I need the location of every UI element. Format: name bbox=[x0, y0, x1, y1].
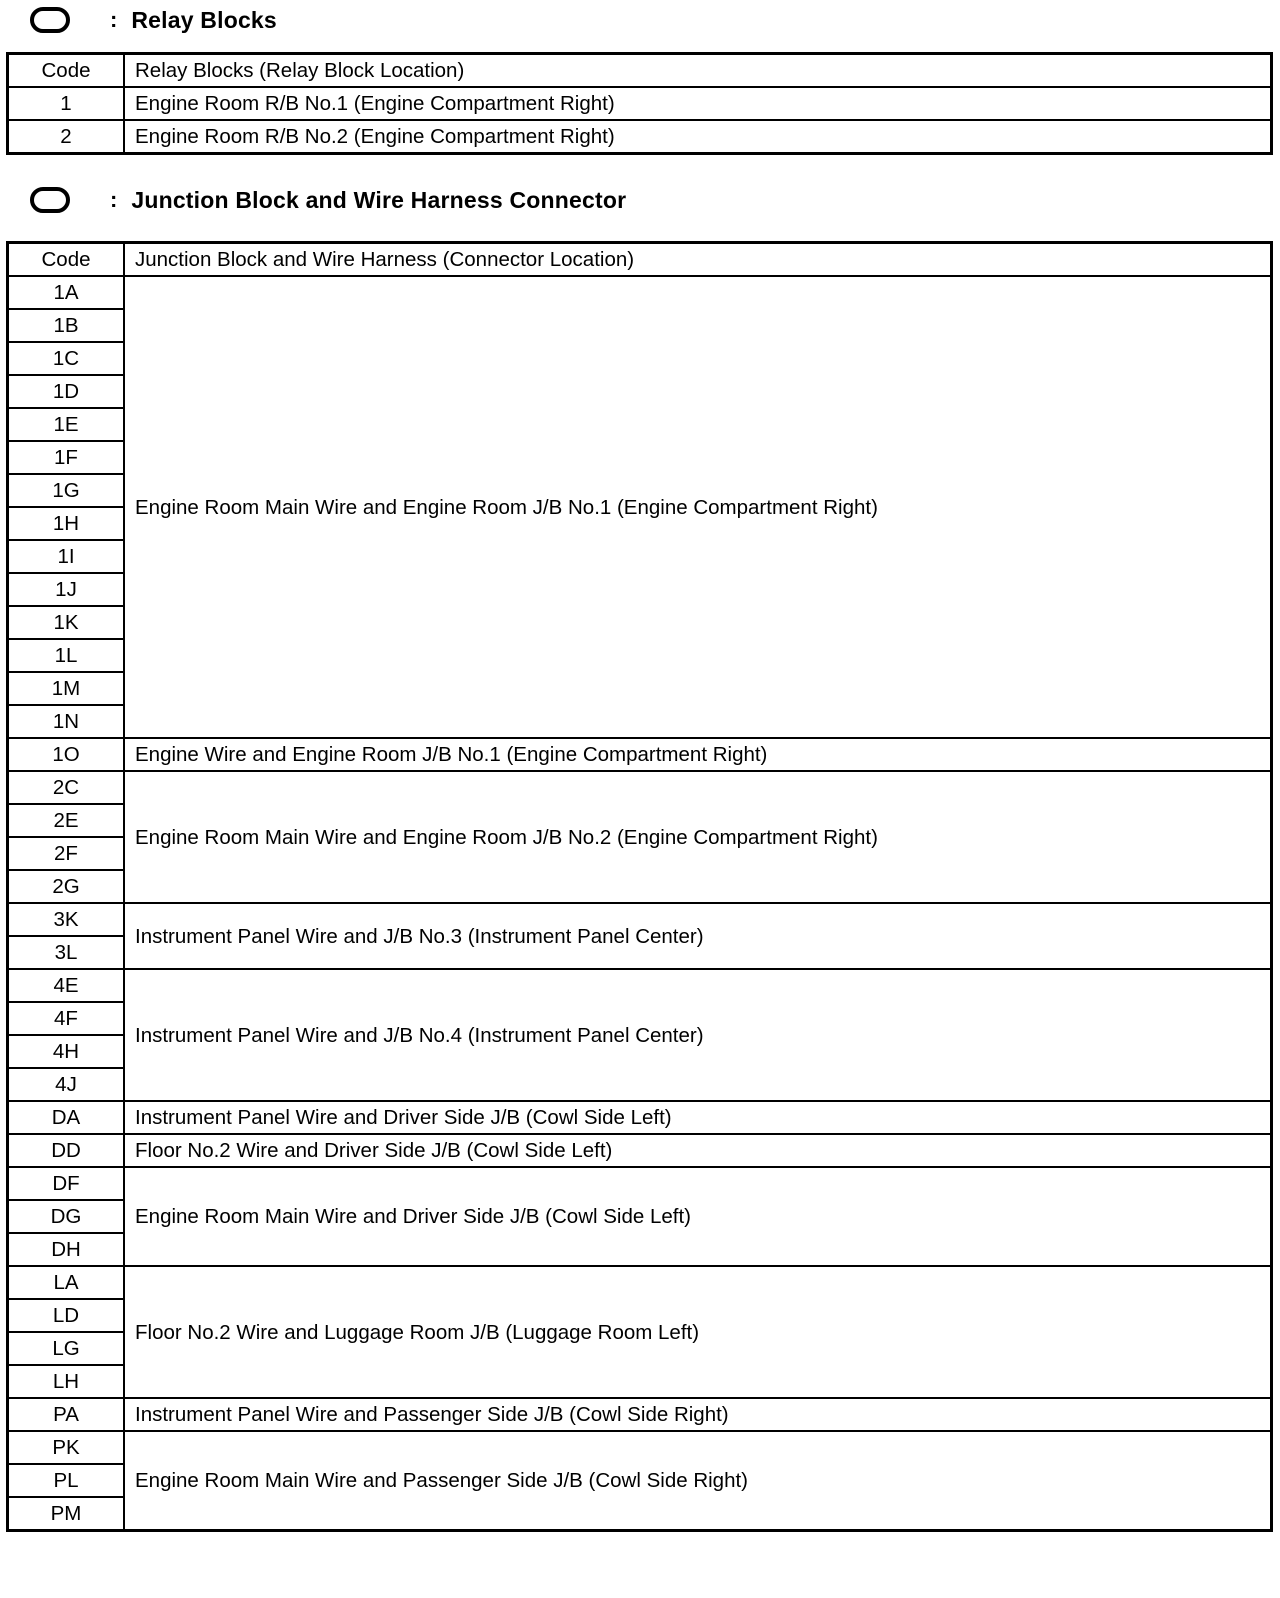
code-cell: 2F bbox=[8, 837, 125, 870]
table-row bbox=[8, 1431, 1272, 1464]
description-cell: Instrument Panel Wire and Driver Side J/B (Cowl Side Left) bbox=[124, 1101, 1272, 1134]
relay-section-title: Relay Blocks bbox=[131, 6, 277, 33]
code-cell: 1 bbox=[8, 87, 125, 120]
description-cell: Engine Wire and Engine Room J/B No.1 (Engine Compartment Right) bbox=[124, 738, 1272, 771]
code-cell: LD bbox=[8, 1299, 125, 1332]
code-cell: PM bbox=[8, 1497, 125, 1531]
code-cell: 3L bbox=[8, 936, 125, 969]
code-cell: DG bbox=[8, 1200, 125, 1233]
code-cell: 1A bbox=[8, 276, 125, 309]
table-row bbox=[8, 120, 1272, 154]
code-cell: 1I bbox=[8, 540, 125, 573]
table-row bbox=[8, 1101, 1272, 1134]
code-cell: 2E bbox=[8, 804, 125, 837]
code-cell: DH bbox=[8, 1233, 125, 1266]
table-row bbox=[8, 903, 1272, 936]
table-row bbox=[8, 969, 1272, 1002]
code-cell: DF bbox=[8, 1167, 125, 1200]
description-cell: Engine Room Main Wire and Driver Side J/B (Cowl Side Left) bbox=[124, 1167, 1272, 1266]
code-cell: 4H bbox=[8, 1035, 125, 1068]
description-cell: Engine Room Main Wire and Engine Room J/B No.2 (Engine Compartment Right) bbox=[124, 771, 1272, 903]
junction-section-heading bbox=[30, 180, 626, 220]
code-cell: 1J bbox=[8, 573, 125, 606]
description-cell: Instrument Panel Wire and J/B No.3 (Instrument Panel Center) bbox=[124, 903, 1272, 969]
code-cell: 1L bbox=[8, 639, 125, 672]
table-header-row bbox=[8, 54, 1272, 88]
table-row bbox=[8, 1266, 1272, 1299]
table-header-row bbox=[8, 243, 1272, 277]
oval-symbol-icon bbox=[30, 187, 70, 213]
code-cell: 4E bbox=[8, 969, 125, 1002]
code-cell: LA bbox=[8, 1266, 125, 1299]
heading-colon: : bbox=[110, 187, 118, 212]
heading-colon: : bbox=[110, 7, 118, 32]
code-cell: LH bbox=[8, 1365, 125, 1398]
relay-section-heading bbox=[30, 0, 277, 40]
description-cell: Engine Room Main Wire and Passenger Side J/B (Cowl Side Right) bbox=[124, 1431, 1272, 1531]
code-cell: PK bbox=[8, 1431, 125, 1464]
junction-block-table bbox=[6, 241, 1273, 1532]
code-cell: DA bbox=[8, 1101, 125, 1134]
description-cell: Floor No.2 Wire and Driver Side J/B (Cowl Side Left) bbox=[124, 1134, 1272, 1167]
code-cell: 1N bbox=[8, 705, 125, 738]
code-cell: DD bbox=[8, 1134, 125, 1167]
code-header: Code bbox=[8, 54, 125, 88]
description-header: Junction Block and Wire Harness (Connector Location) bbox=[124, 243, 1272, 277]
table-row bbox=[8, 738, 1272, 771]
table-row bbox=[8, 1398, 1272, 1431]
code-cell: 1F bbox=[8, 441, 125, 474]
code-cell: 1D bbox=[8, 375, 125, 408]
description-cell: Engine Room R/B No.2 (Engine Compartment Right) bbox=[124, 120, 1272, 154]
code-header: Code bbox=[8, 243, 125, 277]
code-cell: 4J bbox=[8, 1068, 125, 1101]
code-cell: PA bbox=[8, 1398, 125, 1431]
table-row bbox=[8, 1167, 1272, 1200]
code-cell: 4F bbox=[8, 1002, 125, 1035]
code-cell: PL bbox=[8, 1464, 125, 1497]
oval-symbol-icon bbox=[30, 7, 70, 33]
description-cell: Engine Room Main Wire and Engine Room J/B No.1 (Engine Compartment Right) bbox=[124, 276, 1272, 738]
description-header: Relay Blocks (Relay Block Location) bbox=[124, 54, 1272, 88]
code-cell: 2C bbox=[8, 771, 125, 804]
junction-block-rows bbox=[8, 276, 1272, 1531]
code-cell: 2 bbox=[8, 120, 125, 154]
description-cell: Instrument Panel Wire and J/B No.4 (Instrument Panel Center) bbox=[124, 969, 1272, 1101]
code-cell: 3K bbox=[8, 903, 125, 936]
code-cell: 1H bbox=[8, 507, 125, 540]
code-cell: 1B bbox=[8, 309, 125, 342]
junction-section-title: Junction Block and Wire Harness Connector bbox=[131, 186, 627, 213]
code-cell: 1E bbox=[8, 408, 125, 441]
table-row bbox=[8, 1134, 1272, 1167]
table-row bbox=[8, 276, 1272, 309]
description-cell: Floor No.2 Wire and Luggage Room J/B (Luggage Room Left) bbox=[124, 1266, 1272, 1398]
relay-blocks-table bbox=[6, 52, 1273, 155]
description-cell: Instrument Panel Wire and Passenger Side J/B (Cowl Side Right) bbox=[124, 1398, 1272, 1431]
code-cell: LG bbox=[8, 1332, 125, 1365]
table-row bbox=[8, 771, 1272, 804]
description-cell: Engine Room R/B No.1 (Engine Compartment Right) bbox=[124, 87, 1272, 120]
code-cell: 1O bbox=[8, 738, 125, 771]
code-cell: 1C bbox=[8, 342, 125, 375]
code-cell: 1G bbox=[8, 474, 125, 507]
code-cell: 1M bbox=[8, 672, 125, 705]
table-row bbox=[8, 87, 1272, 120]
code-cell: 2G bbox=[8, 870, 125, 903]
code-cell: 1K bbox=[8, 606, 125, 639]
